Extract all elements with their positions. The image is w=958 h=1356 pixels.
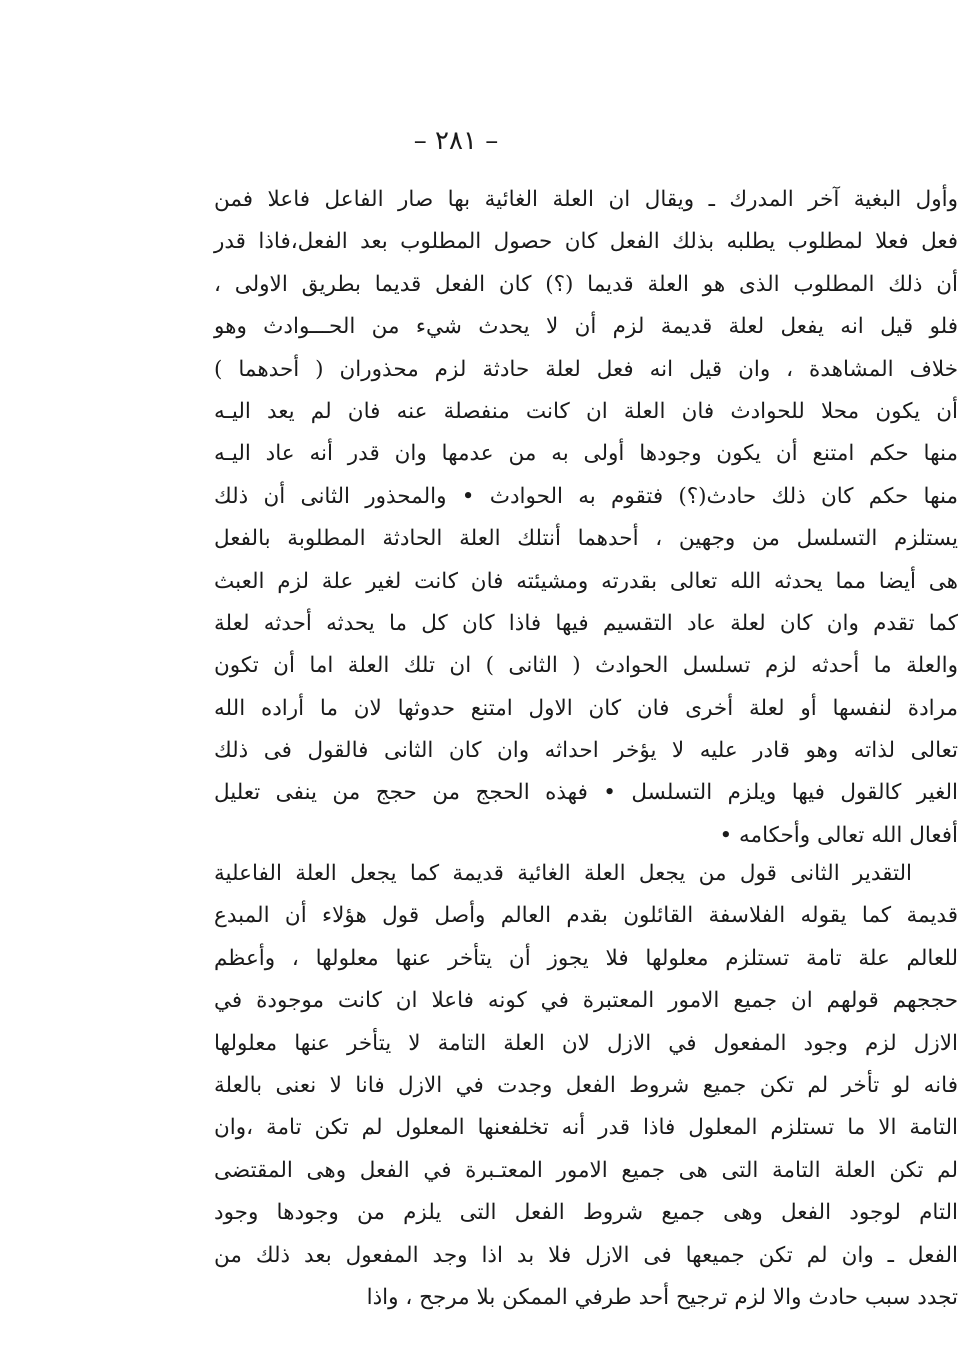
text-line: حججهم قولهم ان جميع الامور المعتبرة في كونه فاعلا ان كانت موجودة في: [214, 988, 958, 1014]
text-line: فانه لو تأخر لم تكن جميع شروط الفعل وجدت في الازل فانا لا نعنى بالعلة: [214, 1072, 958, 1098]
text-line: فعل فعلا لمطلوب يطلبه بذلك الفعل كان حصول المطلوب بعد الفعل،فاذا قدر: [214, 229, 958, 255]
text-line: للعالم علة تامة تستلزم معلولها فلا يجوز أن يتأخر عنها معلولها ، وأعظم: [214, 945, 958, 971]
text-line: الازل لزم وجود المفعول في الازل لان العلة التامة لا يتأخر عنها معلولها: [214, 1030, 958, 1056]
text-line: منها حكم كان ذلك حادث(؟) فتقوم به الحوادث • والمحذور الثانى أن ذلك: [214, 483, 958, 509]
text-line: قديمة كما يقوله الفلاسفة القائلون بقدم العالم وأصل قول هؤلاء أن المبدع: [214, 903, 958, 929]
page-number: – ٢٨١ –: [413, 126, 499, 156]
text-line: خلاف المشاهدة ، وان قيل انه فعل لعلة حادثة لزم محذوران ( أحدهما ): [214, 356, 958, 382]
text-line: التامة الا ما تستلزم المعلول فاذا قدر أنه تخلفعنها المعلول لم تكن تامة ،وان: [214, 1115, 958, 1141]
text-line: الغير كالقول فيها ويلزم التسلسل • فهذه الحجج من حجج من ينفى تعليل: [214, 780, 958, 806]
text-line: والعلة ما أحدثه لزم تسلسل الحوادث ( الثانى ) ان تلك العلة اما أن تكون: [214, 653, 958, 679]
text-line: منها حكم امتنع أن يكون وجودها أولى به من عدمها وان قدر أنه عاد اليـه: [214, 441, 958, 467]
text-line: مرادة لنفسها أو لعلة أخرى فان كان الاول امتنع حدوثها لان ما أراده الله: [214, 695, 958, 721]
text-line: هى أيضا مما يحدثه الله تعالى بقدرته ومشيئته فان كانت لغير علة لزم العبث: [214, 568, 958, 594]
paragraph-2: [214, 853, 958, 1319]
text-line: تعالى لذاته وهو قادر عليه لا يؤخر احداثه وان كان الثانى فالقول فى ذلك: [214, 738, 958, 764]
text-line: أن يكون محلا للحوادث فان العلة ان كانت منفصلة عنه فان لم يعد اليـه: [214, 398, 958, 424]
text-line: تجدد سبب حادث والا لزم ترجيح أحد طرفي الممكن بلا مرجح ، واذا: [366, 1284, 958, 1310]
text-line: أفعال الله تعالى وأحكامه •: [719, 822, 958, 848]
text-line: فلو قيل انه يفعل لعلة قديمة لزم أن لا يحدث شيء من الحـــوادث وهو: [214, 314, 958, 340]
text-line: يستلزم التسلسل من وجهين ، أحدهما أنتلك العلة الحادثة المطلوبة بالفعل: [214, 526, 958, 552]
text-line: لم تكن العلة التامة التى هى جميع الامور المعتـبرة في الفعل وهى المقتضى: [214, 1157, 958, 1183]
paragraph-1: [214, 179, 958, 857]
text-line: وأول البغية آخر المدرك ـ ويقال ان العلة الغائية بها صار الفاعل فاعلا فمن: [214, 187, 958, 212]
text-line: أن ذلك المطلوب الذى هو العلة قديما (؟) كان الفعل قديما بطريق الاولى ،: [214, 271, 958, 297]
text-line: كما تقدم وان كان لعلة عاد التقسيم فيها فاذا كان كل ما يحدثه أحدثه لعلة: [214, 610, 958, 636]
text-line: التام لوجود الفعل وهى جميع شروط الفعل التى يلزم من وجودها وجود: [214, 1200, 958, 1226]
text-line: الفعل ـ وان لم تكن جميعها فى الازل فلا بد اذا وجد المفعول بعد ذلك من: [214, 1242, 958, 1268]
text-line: التقدير الثانى قول من يجعل العلة الغائية قديمة كما يجعل العلة الفاعلية: [214, 861, 912, 886]
